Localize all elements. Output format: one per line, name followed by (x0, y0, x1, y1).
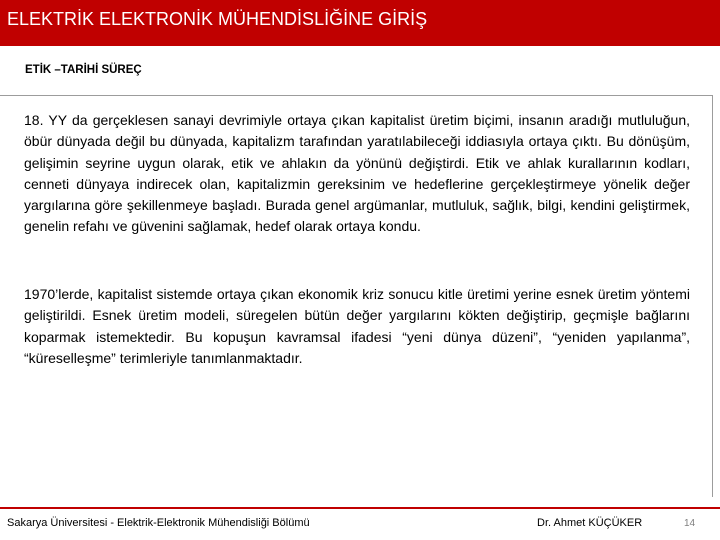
paragraph-flexible-production: 1970’lerde, kapitalist sistemde ortaya çıkan ekonomik kriz sonucu kitle üretimi yerine esnek üretim yöntemi geliştirildi. Esnek üretim modeli, süregelen bütün değer yargılarını kökten değiştirip, geçmişle bağlarını koparmak istemektedir. Bu kopuşun kavramsal ifadesi “yeni dünya düzeni”, “yeniden yapılanma”, “küreselleşme” terimleriyle tanımlanmaktadır. (24, 286, 690, 366)
title-bar (0, 0, 720, 46)
page-number: 14 (684, 518, 696, 529)
footer-institution: Sakarya Üniversitesi - Elektrik-Elektronik Mühendisliği Bölümü (7, 517, 310, 529)
paragraph-industrial-revolution: 18. YY da gerçeklesen sanayi devrimiyle ortaya çıkan kapitalist üretim biçimi, insanın aradığı mutluluğun, öbür dünyada değil bu dünyada, kapitalizm tarafından yaratılabileceği iddiasıyla ortaya çıktı. Bu dönüşüm, gelişimin seyrine uygun olarak, etik ve ahlakın da yönünü değiştirdi. Etik ve ahlak kurallarının kodları, cenneti dünyaya indirecek olan, kapitalizmin gereksinim ve hedeflerine gerçekleştirmeye yönelik değer yargılarına göre şekillenmeye başladı. Burada genel argümanlar, mutluluk, sağlık, bilgi, kendini geliştirmek, genelin refahı ve güvenini sağlamak, hedef olarak ortaya kondu. (24, 112, 690, 235)
footer-divider (0, 507, 720, 509)
slide-title: ELEKTRİK ELEKTRONİK MÜHENDİSLİĞİNE GİRİŞ (7, 9, 428, 29)
slide-subtitle: ETİK –TARİHİ SÜREÇ (25, 64, 142, 76)
footer-author: Dr. Ahmet KÜÇÜKER (537, 517, 643, 529)
